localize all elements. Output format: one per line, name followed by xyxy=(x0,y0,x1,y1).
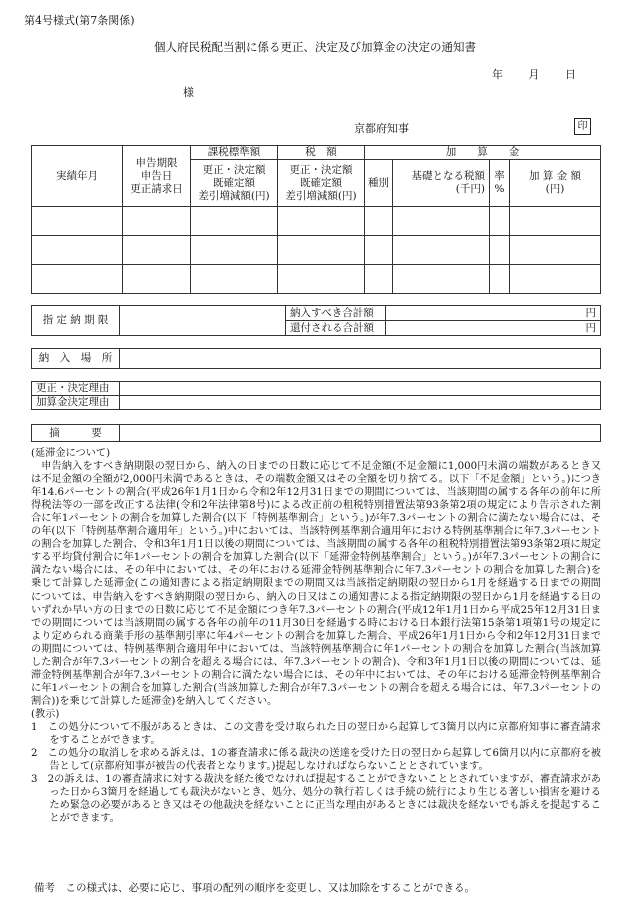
form-number: 第4号様式(第7条関係) xyxy=(24,14,135,27)
deadline-value[interactable] xyxy=(120,306,286,336)
place-value[interactable] xyxy=(120,349,601,369)
summary-value[interactable] xyxy=(120,425,601,442)
issuer-name: 京都府知事 xyxy=(354,122,409,135)
correction-reason-label: 更正・決定理由 xyxy=(32,382,120,396)
delinquency-heading: (延滞金について) xyxy=(31,448,111,459)
document-title: 個人府民税配当割に係る更正、決定及び加算金の決定の通知書 xyxy=(154,40,476,54)
notes-section xyxy=(31,447,601,825)
total-due-yen[interactable]: 円 xyxy=(386,306,601,321)
total-refund-yen[interactable]: 円 xyxy=(386,321,601,336)
reason-table xyxy=(31,381,601,410)
payment-place-table xyxy=(31,348,601,369)
tax-subheader: 更正・決定額 既確定額 差引増減額(円) xyxy=(278,160,365,207)
table-row xyxy=(32,265,601,294)
base-subheader: 更正・決定額 既確定額 差引増減額(円) xyxy=(191,160,278,207)
instruction-item-3: 3 2の訴えは、1の審査請求に対する裁決を経た後でなければ提起することができないこととされていますが、審査請求があった日から3箇月を経過しても裁決がないとき、処分、処分の執行若しくは手続の続行により生じる著しい損害を避けるため緊急の必要があるとき又はその他裁決を経ないことに正当な理由があるときには裁決を経ないでも訴えを提起することができます。 xyxy=(31,774,601,825)
correction-reason-value[interactable] xyxy=(120,382,601,396)
seal-mark: 印 xyxy=(574,118,591,135)
remark: 備考 この様式は、必要に応じ、事項の配列の順序を変更し、又は加除をすることができる。 xyxy=(34,882,475,894)
summary-table xyxy=(31,424,601,442)
rate-header: 率 % xyxy=(490,160,510,207)
penalty-reason-value[interactable] xyxy=(120,396,601,410)
penalty-header: 加 算 金 xyxy=(365,146,601,160)
issue-date: 年 月 日 xyxy=(492,68,576,81)
deadline-label: 指 定 納 期 限 xyxy=(32,306,120,336)
instruction-item-1: 1 この処分について不服があるときは、この文書を受け取られた日の翌日から起算して3箇月以内に京都府知事に審査請求をすることができます。 xyxy=(31,721,601,747)
table-row xyxy=(32,236,601,265)
base-header: 課税標準額 xyxy=(191,146,278,160)
delinquency-text: 申告納入をすべき納期限の翌日から、納入の日までの日数に応じて不足金額(不足金額に1,000円未満の端数があるとき又は不足金額の全額が2,000円未満であるときは、その端数金額又はその全額を切り捨てる。以下「不足金額」という。)につき年14.6パーセントの割合(平成26年1月1日から令和2年12月31日までの期間については、当該期間の属する各年の前年に所得税法等の一部を改正する法律(令和2年法律第8号)による改正前の租税特別措置法第93条第2項の規定により告示された割合に年1パーセントの割合を加算した割合(以下「特例基準割合」という。)が年7.3パーセントの割合に満たない場合には、その年(以下「特例基準割合適用年」という。)中においては、当該特例基準割合適用年における特例基準割合に年7.3パーセントの割合を加算した割合、令和3年1月1日以後の期間については、当該期間の属する各年の租税特別措置法第93条第2項に規定する平均貸付割合に年1パーセントの割合を加算した割合(以下「延滞金特例基準割合」という。)が年7.3パーセントの割合に満たない場合には、その年中においては、その年における延滞金特例基準割合に年7.3パーセントの割合を加算した割合)を乗じて計算した延滞金(この通知書による指定納期限までの期間又は当該指定納期限の翌日から1月を経過する日までの期間については、申告納入をすべき納期限の翌日から、納入の日又はこの通知書による指定納期限の翌日から1月を経過する日のいずれか早い方の日までの日数に応じて不足金額につき年7.3パーセントの割合(平成12年1月1日から平成25年12月31日までの期間については当該期間の属する各年の前年の11月30日を経過する時における日本銀行法第15条第1項第1号の規定により定められる商業手形の基準割引率に年4パーセントの割合を加算した割合、平成26年1月1日から令和2年12月31日までの期間については、特例基準割合適用年中においては、当該特例基準割合に年1パーセントの割合を加算した割合(当該加算した割合が年7.3パーセントの割合を超える場合には、年7.3パーセントの割合)、令和3年1月1日以後の期間については、延滞金特例基準割合が年7.3パーセントの割合に満たない場合には、その年中においては、その年における延滞金特例基準割合に年1パーセントの割合を加算した割合(当該加算した割合が年7.3パーセントの割合を超える場合には、年7.3パーセントの割合))を乗じて計算した延滞金)を納入してください。 xyxy=(31,461,601,707)
year-header: 実績年月 xyxy=(32,146,123,207)
table-row xyxy=(32,207,601,236)
summary-label: 摘 要 xyxy=(32,425,120,442)
instruction-heading: (教示) xyxy=(31,708,60,720)
total-refund-label: 還付される合計額 xyxy=(286,321,386,336)
penalty-reason-label: 加算金決定理由 xyxy=(32,396,120,410)
addressee-suffix: 様 xyxy=(183,86,194,99)
total-due-label: 納入すべき合計額 xyxy=(286,306,386,321)
place-label: 納 入 場 所 xyxy=(32,349,120,369)
payment-table xyxy=(31,305,601,336)
amount-header: 加 算 金 額 (円) xyxy=(510,160,601,207)
deadline-header: 申告期限 申告日 更正請求日 xyxy=(123,146,191,207)
instruction-item-2: 2 この処分の取消しを求める訴えは、1の審査請求に係る裁決の送達を受けた日の翌日から起算して6箇月以内に京都府を被告として(京都府知事が被告の代表者となります。)提起しなければならないこととされています。 xyxy=(31,748,601,773)
tax-header: 税 額 xyxy=(278,146,365,160)
tax-detail-table xyxy=(31,145,601,294)
basis-header: 基礎となる税額 (千円) xyxy=(393,160,490,207)
kind-header: 種別 xyxy=(365,160,393,207)
